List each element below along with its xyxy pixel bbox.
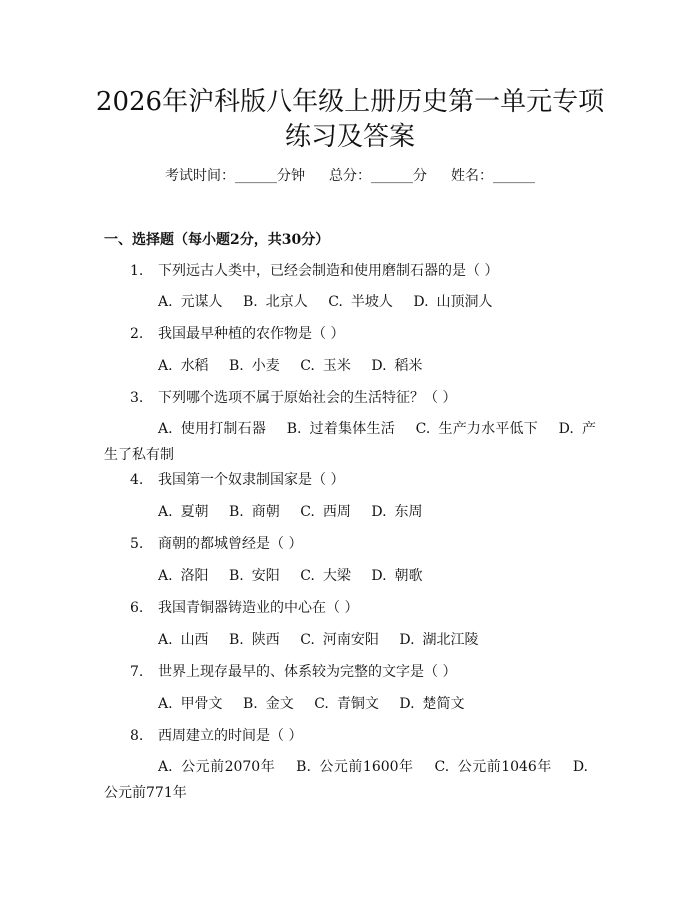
option-d <box>371 504 422 520</box>
exam-time-field: 考试时间：______分钟 <box>165 168 305 184</box>
option-label: D. <box>371 504 387 520</box>
question-text: 下列远古人类中，已经会制造和使用磨制石器的是（ ） <box>158 263 499 279</box>
question-number: 5. <box>130 536 144 552</box>
option-text: 大梁 <box>322 568 351 584</box>
option-text: 生产力水平低下 <box>438 421 538 437</box>
option-text: 西周 <box>322 504 351 520</box>
question-6-options <box>158 630 479 650</box>
option-a <box>158 421 266 437</box>
option-b <box>287 421 395 437</box>
question-text: 我国第一个奴隶制国家是（ ） <box>158 472 345 488</box>
option-text: 公元前1046年 <box>457 759 552 775</box>
option-text: 青铜文 <box>336 696 379 712</box>
question-4 <box>130 470 344 490</box>
option-text: 使用打制石器 <box>180 421 267 437</box>
question-2 <box>130 324 344 344</box>
option-a <box>158 696 223 712</box>
question-number: 3. <box>130 390 144 406</box>
option-d <box>371 568 422 584</box>
option-text: 玉米 <box>322 358 351 374</box>
question-number: 7. <box>130 664 144 680</box>
question-number: 1. <box>130 263 144 279</box>
question-5 <box>130 534 302 554</box>
option-text: 北京人 <box>265 294 308 310</box>
option-label: A. <box>158 759 173 775</box>
option-text: 商朝 <box>251 504 280 520</box>
option-d <box>399 632 478 648</box>
option-label: D. <box>399 696 415 712</box>
option-label: C. <box>415 421 431 437</box>
question-1-options <box>158 292 493 312</box>
option-label: A. <box>158 568 173 584</box>
question-3 <box>130 388 456 408</box>
question-text: 世界上现存最早的、体系较为完整的文字是（ ） <box>158 664 457 680</box>
option-label: A. <box>158 504 173 520</box>
question-text: 西周建立的时间是（ ） <box>158 728 303 744</box>
option-a <box>158 504 209 520</box>
option-c <box>300 568 351 584</box>
option-text: 水稻 <box>180 358 209 374</box>
question-7-options <box>158 694 465 714</box>
question-text: 下列哪个选项不属于原始社会的生活特征？（ ） <box>158 390 457 406</box>
option-label: D. <box>572 759 588 775</box>
option-label: C. <box>434 759 450 775</box>
option-label: A. <box>158 632 173 648</box>
option-label: C. <box>328 294 343 310</box>
option-text: 稻米 <box>394 358 423 374</box>
option-label: A. <box>158 358 173 374</box>
option-label: B. <box>286 421 302 437</box>
option-b <box>243 294 308 310</box>
question-5-options <box>158 566 423 586</box>
option-label: B. <box>229 504 244 520</box>
option-text: 安阳 <box>251 568 280 584</box>
question-8 <box>130 726 302 746</box>
option-text: 公元前2070年 <box>180 759 276 775</box>
question-text: 我国青铜器铸造业的中心在（ ） <box>158 600 359 616</box>
option-text: 产生了私有制 <box>104 421 597 463</box>
question-number: 2. <box>130 326 144 342</box>
option-c <box>300 504 351 520</box>
option-text: 楚简文 <box>422 696 465 712</box>
option-a <box>158 294 223 310</box>
option-b <box>296 759 413 775</box>
option-label: A. <box>158 696 173 712</box>
question-3-options <box>104 416 596 468</box>
option-label: B. <box>243 696 258 712</box>
option-label: C. <box>300 632 315 648</box>
option-c <box>300 358 351 374</box>
option-label: C. <box>300 504 315 520</box>
option-a <box>158 358 209 374</box>
option-label: D. <box>371 568 387 584</box>
option-text: 甲骨文 <box>180 696 223 712</box>
option-text: 过着集体生活 <box>309 421 395 437</box>
option-label: D. <box>399 632 415 648</box>
question-number: 8. <box>130 728 144 744</box>
option-label: B. <box>243 294 258 310</box>
option-b <box>229 632 280 648</box>
option-label: B. <box>229 568 244 584</box>
question-2-options <box>158 356 423 376</box>
option-text: 河南安阳 <box>322 632 379 648</box>
question-text: 我国最早种植的农作物是（ ） <box>158 326 345 342</box>
option-a <box>158 759 275 775</box>
option-label: D. <box>413 294 429 310</box>
option-c <box>314 696 379 712</box>
option-label: D. <box>371 358 387 374</box>
option-d <box>371 358 422 374</box>
option-text: 夏朝 <box>180 504 209 520</box>
option-text: 元谋人 <box>180 294 223 310</box>
question-number: 4. <box>130 472 144 488</box>
option-text: 小麦 <box>251 358 280 374</box>
option-d <box>413 294 492 310</box>
option-label: D. <box>558 421 574 437</box>
option-a <box>158 632 209 648</box>
option-text: 山顶洞人 <box>436 294 493 310</box>
section-title: 一、选择题（每小题2分，共30分） <box>104 232 330 248</box>
option-text: 半坡人 <box>350 294 393 310</box>
option-text: 湖北江陵 <box>422 632 479 648</box>
option-a <box>158 568 209 584</box>
option-c <box>416 421 538 437</box>
option-c <box>435 759 552 775</box>
question-4-options <box>158 502 423 522</box>
question-text: 商朝的都城曾经是（ ） <box>158 536 303 552</box>
document-title-line-2: 练习及答案 <box>284 122 415 152</box>
question-7 <box>130 662 456 682</box>
option-d <box>399 696 464 712</box>
option-c <box>300 632 379 648</box>
option-b <box>243 696 294 712</box>
option-label: C. <box>314 696 329 712</box>
question-6 <box>130 598 358 618</box>
question-1 <box>130 261 498 281</box>
document-title-line-1: 2026年沪科版八年级上册历史第一单元专项 <box>95 87 605 117</box>
option-text: 公元前771年 <box>104 785 187 801</box>
option-text: 朝歌 <box>394 568 423 584</box>
option-label: B. <box>229 632 244 648</box>
total-score-field: 总分：______分 <box>329 168 427 184</box>
option-label: C. <box>300 358 315 374</box>
option-b <box>229 568 280 584</box>
option-b <box>229 504 280 520</box>
option-text: 山西 <box>180 632 209 648</box>
student-name-field: 姓名：______ <box>451 168 535 184</box>
option-label: C. <box>300 568 315 584</box>
option-text: 东周 <box>394 504 423 520</box>
option-c <box>328 294 393 310</box>
question-8-options <box>104 754 596 806</box>
exam-info-line <box>0 166 700 186</box>
option-label: A. <box>158 421 173 437</box>
option-text: 陕西 <box>251 632 280 648</box>
question-number: 6. <box>130 600 144 616</box>
option-label: B. <box>296 759 311 775</box>
option-label: A. <box>158 294 173 310</box>
option-text: 金文 <box>265 696 294 712</box>
option-text: 公元前1600年 <box>318 759 414 775</box>
option-label: B. <box>229 358 244 374</box>
option-text: 洛阳 <box>180 568 209 584</box>
option-b <box>229 358 280 374</box>
